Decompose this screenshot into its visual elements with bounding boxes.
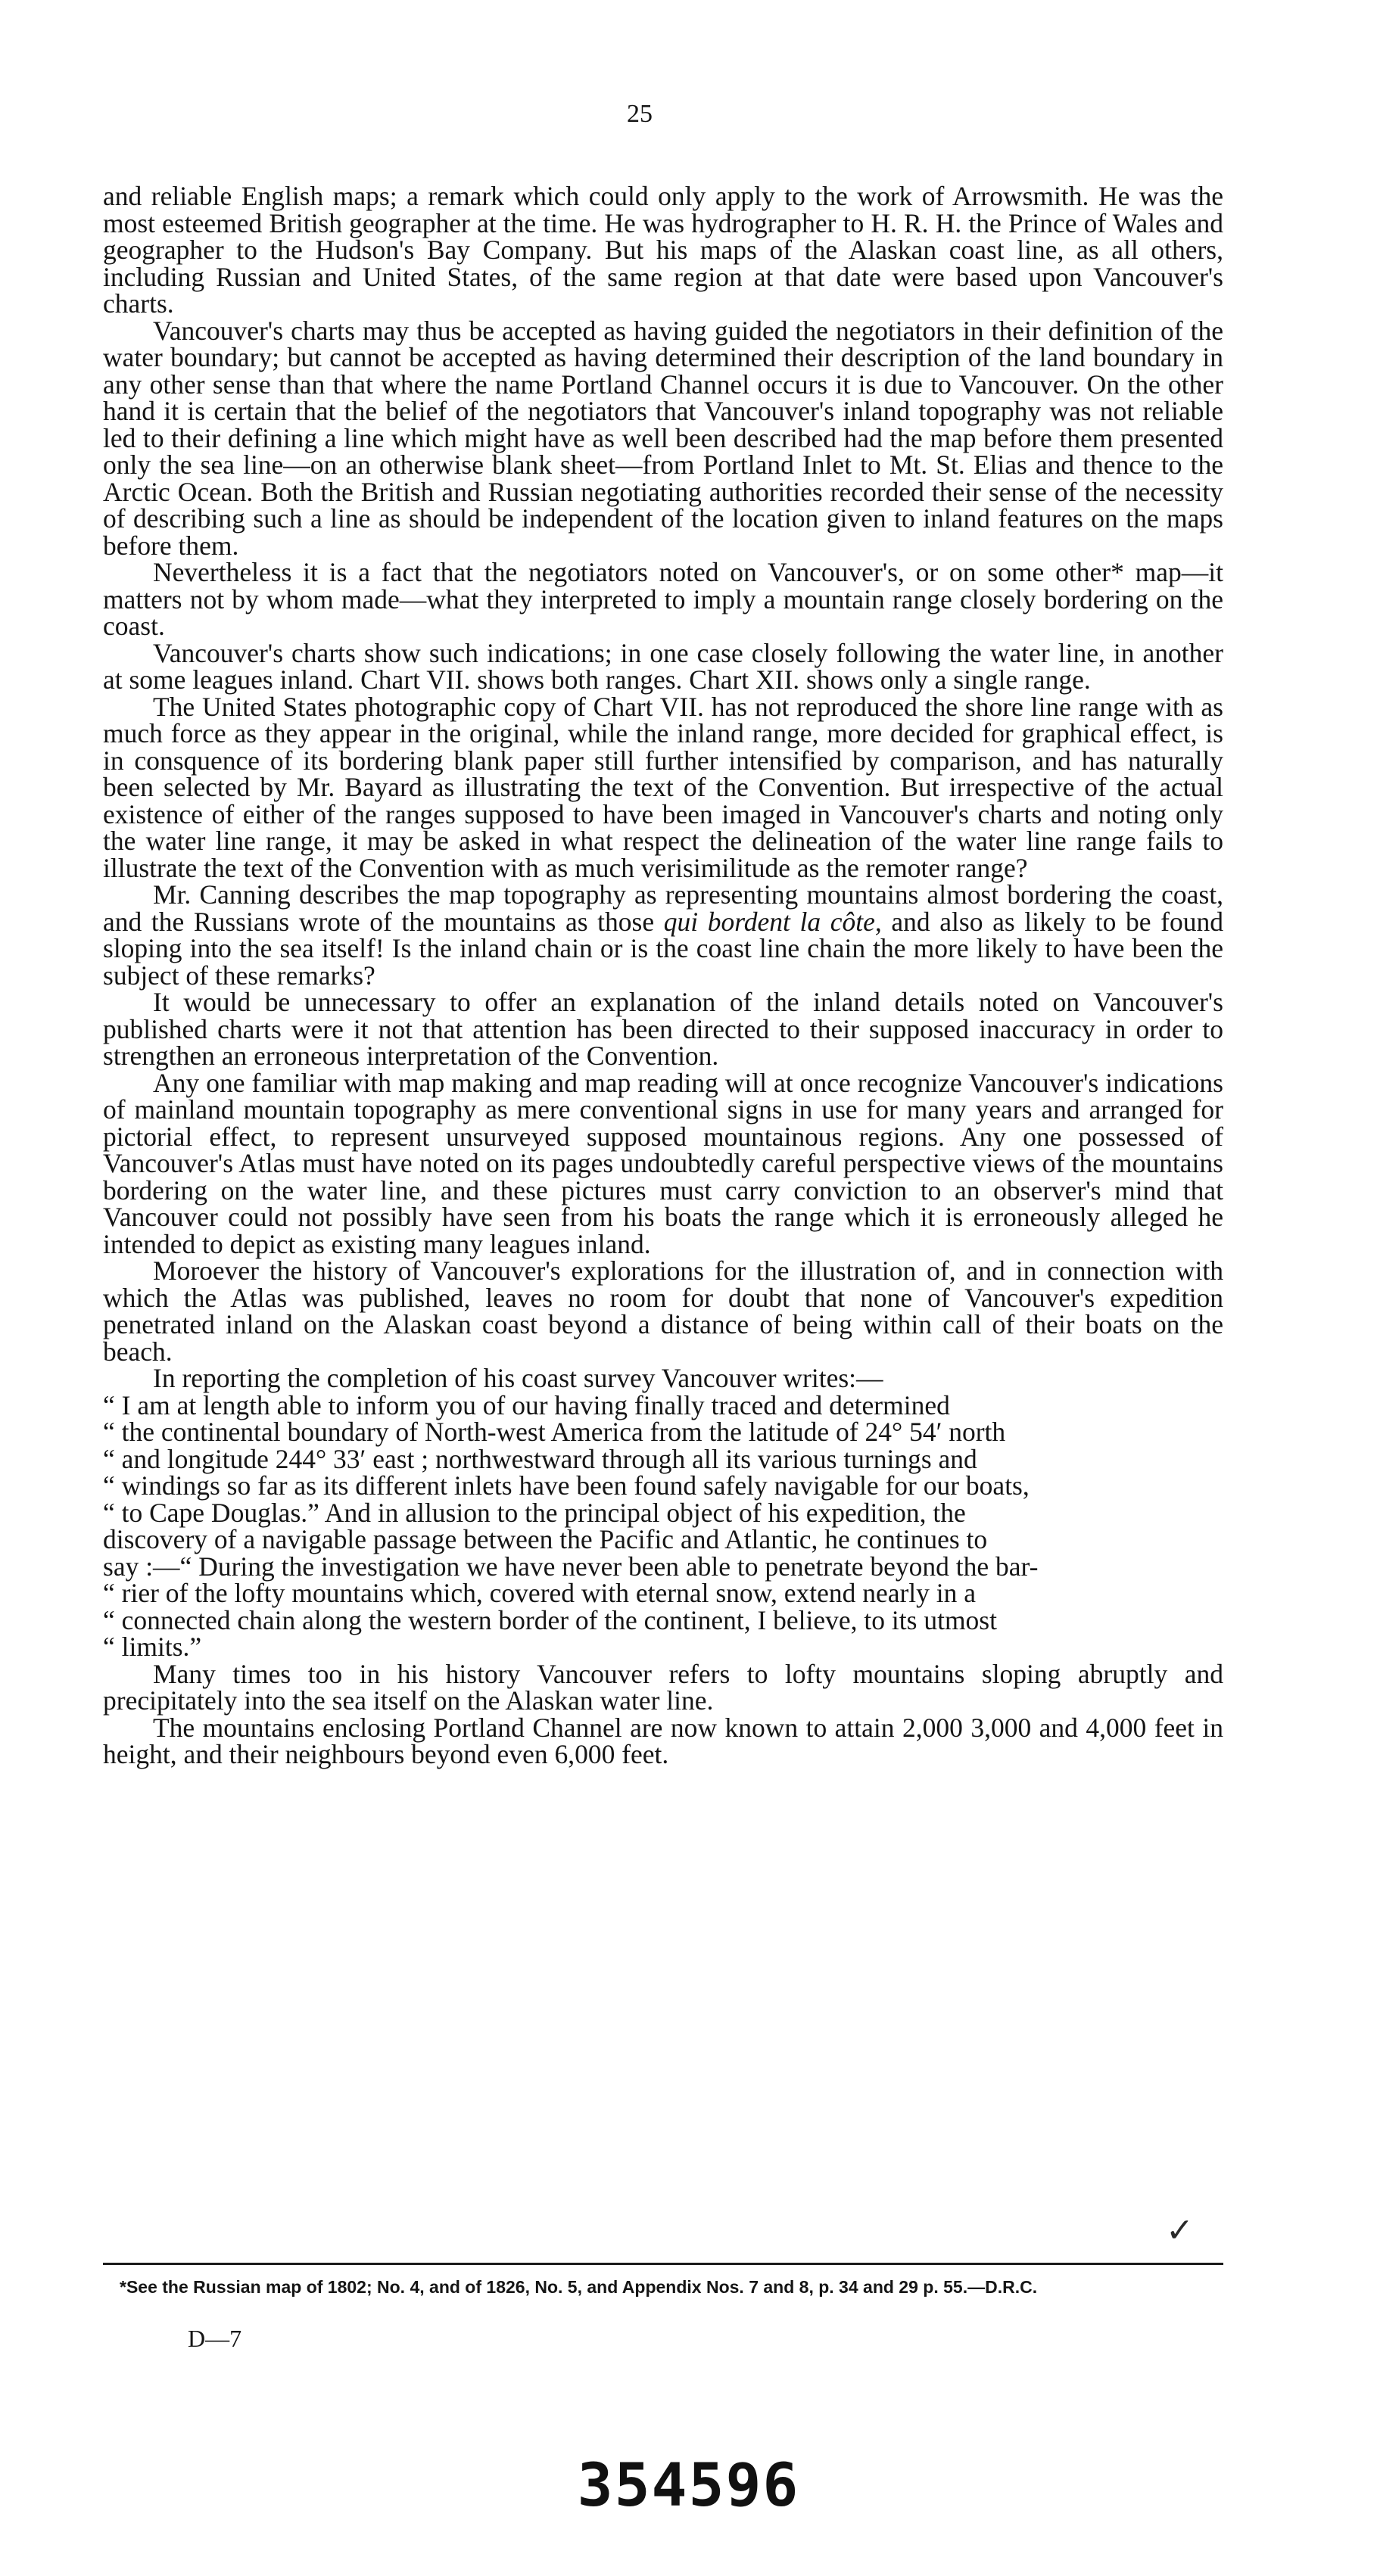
page-number: 25 (627, 100, 653, 128)
quote-line: “ limits.” (103, 1632, 202, 1662)
handwritten-label: D—7 (188, 2325, 242, 2352)
paragraph-nevertheless: Nevertheless it is a fact that the negotiators noted on Vancouver's, or on some other* map—it matters not by whom made—what they interpreted to imply a mountain range closely bordering on the coast. (103, 557, 1223, 641)
body-text (103, 183, 1223, 1769)
quote-line: “ the continental boundary of North-west America from the latitude of 24° 54′ north (103, 1417, 1006, 1447)
quote-line: “ rier of the lofty mountains which, covered with eternal snow, extend nearly in a (103, 1578, 977, 1608)
footnote: *See the Russian map of 1802; No. 4, and of 1826, No. 5, and Appendix Nos. 7 and 8, p. 34 and 29 p. 55.—D.R.C. (120, 2277, 1038, 2297)
canning-text-before: Mr. Canning describes the map topography as representing mountains almost bordering the coast, and the Russians wrote of the mountains as those (103, 879, 1223, 937)
french-phrase: qui bordent la côte, (663, 906, 882, 937)
paragraph-chart-indications: Vancouver's charts show such indications; in one case closely following the water line, in another at some leagues inland. Chart VII. shows both ranges. Chart XII. shows only a single range. (103, 637, 1223, 695)
quote-line: “ and longitude 244° 33′ east ; northwestward through all its various turnings and (103, 1443, 977, 1474)
paragraph-canning (103, 879, 1223, 991)
quote-line: “ windings so far as its different inlets have been found safely navigable for our boats, (103, 1470, 1030, 1501)
paragraph-charts-guided: Vancouver's charts may thus be accepted as having guided the negotiators in their definition of the water boundary; but cannot be accepted as having determined their description of the land boundary in any other sense than that where the name Portland Channel occurs it is due to Vancouver. On the other hand it is certain that the belief of the negotiators that Vancouver's inland topography was not reliable led to their defining a line which might have as well been described had the map before them presented only the sea line—on an otherwise blank sheet—from Portland Inlet to Mt. St. Elias and thence to the Arctic Ocean. Both the British and Russian negotiating authorities recorded their sense of the necessity of describing such a line as should be independent of the location given to inland features on the maps before them. (103, 315, 1223, 561)
paragraph-unnecessary: It would be unnecessary to offer an explanation of the inland details noted on Vancouver's published charts were it not that attention has been directed to their supposed inaccuracy in order to strengthen an erroneous interpretation of the Convention. (103, 987, 1223, 1071)
paragraph-moroever: Moroever the history of Vancouver's explorations for the illustration of, and in connection with which the Atlas was published, leaves no room for doubt that none of Vancouver's expedition penetrated inland on the Alaskan coast beyond a distance of being within call of their boats on the beach. (103, 1255, 1223, 1367)
quote-line: “ I am at length able to inform you of our having finally traced and determined (103, 1389, 950, 1420)
paragraph-reporting: In reporting the completion of his coast survey Vancouver writes:— (153, 1363, 883, 1393)
paragraph-arrowsmith: and reliable English maps; a remark which could only apply to the work of Arrowsmith. He was the most esteemed British geographer at the time. He was hydrographer to H. R. H. the Prince of Wales and geographer to the Hudson's Bay Company. But his maps of the Alaskan coast line, as all others, including Russian and United States, of the same region at that date were based upon Vancouver's charts. (103, 181, 1223, 319)
paragraph-photographic-copy: The United States photographic copy of Chart VII. has not reproduced the shore line range with as much force as they appear in the original, while the inland range, more decided for graphical effect, is in consquence of its bordering blank paper still further intensified by comparison, and has naturally been selected by Mr. Bayard as illustrating the text of the Convention. But irrespective of the actual existence of either of the ranges supposed to have been imaged in Vancouver's charts and noting only the water line range, it may be asked in what respect the delineation of the water line range fails to illustrate the text of the Convention with as much verisimilitude as the remoter range? (103, 691, 1223, 883)
check-mark-icon: ✓ (1166, 2212, 1194, 2249)
document-id-stamp: 354596 (577, 2452, 800, 2520)
quote-line: “ to Cape Douglas.” And in allusion to the principal object of his expedition, the (103, 1497, 966, 1528)
canning-text-after: and also as likely to be found sloping into the sea itself! Is the inland chain or is the coast line chain the more likely to have been the subject of these remarks? (103, 906, 1223, 991)
paragraph-portland-heights: The mountains enclosing Portland Channel are now known to attain 2,000 3,000 and 4,000 feet in height, and their neighbours beyond even 6,000 feet. (103, 1712, 1223, 1769)
quote-line: “ connected chain along the western border of the continent, I believe, to its utmost (103, 1604, 997, 1635)
paragraph-many-times: Many times too in his history Vancouver refers to lofty mountains sloping abruptly and precipitately into the sea itself on the Alaskan water line. (103, 1658, 1223, 1716)
quote-line: discovery of a navigable passage between the Pacific and Atlantic, he continues to (103, 1524, 988, 1554)
quote-line: say :—“ During the investigation we have never been able to penetrate beyond the bar- (103, 1551, 1039, 1582)
vancouver-quote (103, 1389, 1223, 1662)
paragraph-map-making: Any one familiar with map making and map reading will at once recognize Vancouver's indications of mainland mountain topography as mere conventional signs in use for many years and arranged for pictorial effect, to represent unsurveyed supposed mountainous regions. Any one possessed of Vancouver's Atlas must have noted on its pages undoubtedly careful perspective views of the mountains bordering on the water line, and these pictures must carry conviction to an observer's mind that Vancouver could not possibly have seen from his boats the range which it is erroneously alleged he intended to depict as existing many leagues inland. (103, 1067, 1223, 1259)
footnote-divider (103, 2263, 1223, 2265)
